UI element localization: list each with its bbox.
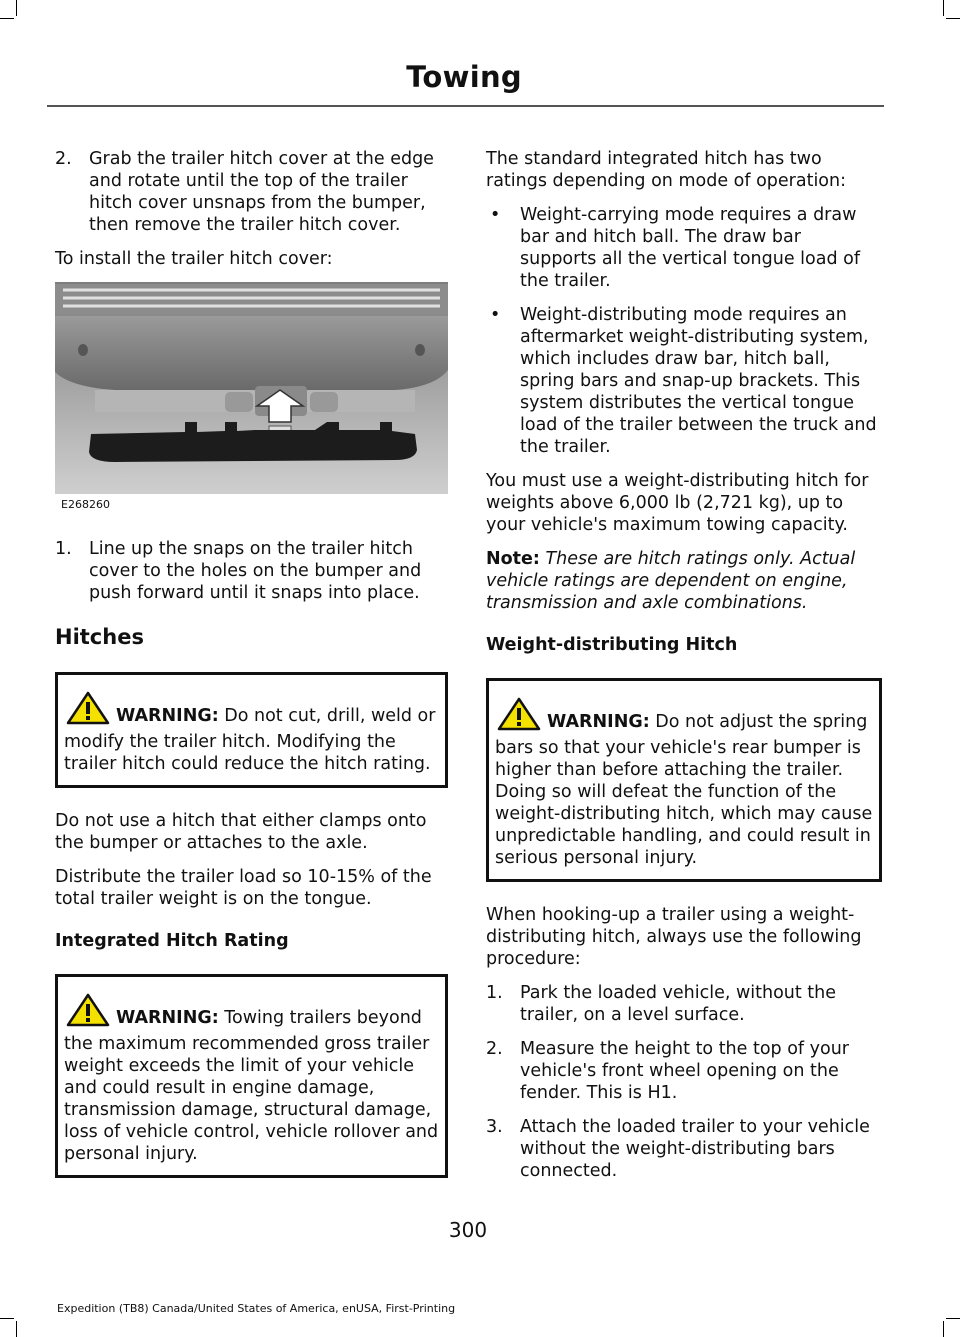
warning-box (486, 678, 882, 882)
bullet-text: Weight-distributing mode requires an aftermarket weight-distributing system, which includes draw bar, hitch ball, spring bars and snap-up brackets. This system distributes the vertical tongue load of the trailer between the truck and the trailer. (520, 305, 877, 457)
header-rule (47, 105, 884, 107)
step-text: Grab the trailer hitch cover at the edge and rotate until the top of the trailer hitch cover unsnaps from the bumper, then remove the trailer hitch cover. (89, 149, 434, 235)
step-2 (55, 148, 448, 236)
crop-mark (946, 18, 960, 19)
section-heading-integrated-hitch: Integrated Hitch Rating (55, 931, 289, 951)
paragraph: The standard integrated hitch has two ratings depending on mode of operation: (486, 149, 846, 191)
section-heading-weight-distributing: Weight-distributing Hitch (486, 635, 738, 655)
warning-text: Do not adjust the spring bars so that your vehicle's rear bumper is higher than before attaching the trailer. Doing so will defeat the function of the weight-distributing hitch, which may cause unpredictable handling, and could result in serious personal injury. (495, 712, 873, 868)
bullet-dot: • (490, 305, 501, 325)
warning-label: WARNING: (116, 1008, 219, 1028)
warning-icon (497, 697, 541, 737)
bullet-item (486, 204, 882, 292)
procedure-step (486, 982, 882, 1026)
paragraph: You must use a weight-distributing hitch for weights above 6,000 lb (2,721 kg), up to your vehicle's maximum towing capacity. (486, 471, 869, 535)
crop-mark (943, 0, 944, 16)
warning-box (55, 672, 448, 788)
step-number: 2. (486, 1039, 503, 1059)
step-text: Line up the snaps on the trailer hitch cover to the holes on the bumper and push forward until it snaps into place. (89, 539, 422, 603)
footer-text: Expedition (TB8) Canada/United States of America, enUSA, First-Printing (57, 1302, 456, 1315)
right-column (486, 148, 882, 1194)
warning-icon (66, 993, 110, 1033)
section-heading-hitches: Hitches (55, 625, 144, 649)
procedure-step (486, 1038, 882, 1104)
step-number: 1. (486, 983, 503, 1003)
step-text: Attach the loaded trailer to your vehicle without the weight-distributing bars connected. (520, 1117, 870, 1181)
procedure-step (486, 1116, 882, 1182)
step-number: 2. (55, 149, 72, 169)
crop-mark (946, 1318, 960, 1319)
note-text: These are hitch ratings only. Actual vehicle ratings are dependent on engine, transmission and axle combinations. (486, 549, 856, 613)
bullet-dot: • (490, 205, 501, 225)
bullet-text: Weight-carrying mode requires a draw bar and hitch ball. The draw bar supports all the vertical tongue load of the trailer. (520, 205, 860, 291)
warning-label: WARNING: (547, 712, 650, 732)
hitch-cover-figure (55, 282, 448, 514)
warning-text: Do not cut, drill, weld or modify the trailer hitch. Modifying the trailer hitch could reduce the hitch rating. (64, 706, 436, 774)
warning-icon (66, 691, 110, 731)
paragraph: Distribute the trailer load so 10-15% of the total trailer weight is on the tongue. (55, 867, 432, 909)
crop-mark (0, 18, 14, 19)
bullet-item (486, 304, 882, 458)
page-number: 300 (448, 1218, 488, 1242)
note (486, 548, 882, 614)
crop-mark (16, 1321, 17, 1337)
step-text: Park the loaded vehicle, without the trailer, on a level surface. (520, 983, 837, 1025)
step-text: Measure the height to the top of your vehicle's front wheel opening on the fender. This is H1. (520, 1039, 849, 1103)
step-number: 3. (486, 1117, 503, 1137)
paragraph: Do not use a hitch that either clamps onto the bumper or attaches to the axle. (55, 811, 427, 853)
step-1 (55, 538, 448, 604)
hitch-cover-illustration (55, 282, 448, 514)
figure-id: E268260 (61, 498, 110, 511)
left-column (55, 148, 448, 1200)
warning-text: Towing trailers beyond the maximum recommended gross trailer weight exceeds the limit of your vehicle and could result in engine damage, transmission damage, structural damage, loss of vehicle control, vehicle rollover and personal injury. (64, 1008, 439, 1164)
paragraph: When hooking-up a trailer using a weight-distributing hitch, always use the following procedure: (486, 905, 862, 969)
warning-box (55, 974, 448, 1178)
step-number: 1. (55, 539, 72, 559)
page-title: Towing (406, 60, 522, 94)
crop-mark (943, 1321, 944, 1337)
crop-mark (16, 0, 17, 16)
install-intro: To install the trailer hitch cover: (55, 249, 333, 269)
note-label: Note: (486, 549, 540, 569)
crop-mark (0, 1318, 14, 1319)
warning-label: WARNING: (116, 706, 219, 726)
